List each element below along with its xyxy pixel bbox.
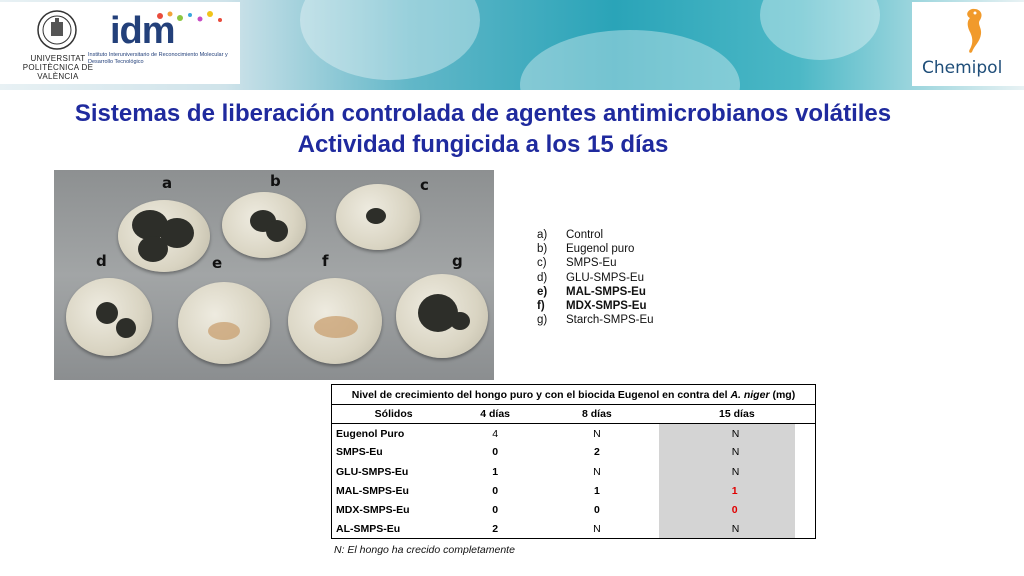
petri-dish-photo [54, 170, 494, 380]
table-row: MAL-SMPS-Eu 0 1 1 [332, 481, 816, 500]
legend-item: f) MDX-SMPS-Eu [537, 300, 647, 313]
idm-subtitle: Instituto Interuniversitario de Reconocimiento Molecular y Desarrollo Tecnológico [88, 52, 228, 65]
petri-dish [118, 200, 210, 272]
column-header: 4 días [455, 405, 535, 424]
petri-dish [396, 274, 488, 358]
petri-dish [178, 282, 270, 364]
petri-dish [222, 192, 306, 258]
legend-item: e) MAL-SMPS-Eu [537, 285, 646, 298]
institution-logos [0, 2, 240, 84]
plate-label-b: b [270, 172, 281, 190]
column-header: Sólidos [332, 405, 456, 424]
fungal-growth-table [331, 384, 816, 539]
upv-logo-text: UNIVERSITAT POLITÈCNICA DE VALÈNCIA [22, 54, 94, 81]
table-row: GLU-SMPS-Eu 1 N N [332, 462, 816, 481]
petri-dish [288, 278, 382, 364]
table-header-row [332, 405, 816, 424]
table-row: AL-SMPS-Eu 2 N N [332, 520, 816, 539]
table-row: MDX-SMPS-Eu 0 0 0 [332, 500, 816, 519]
plate-label-e: e [212, 254, 223, 272]
column-header: 15 días [659, 405, 816, 424]
plate-label-c: c [420, 176, 429, 194]
university-seal-icon [37, 8, 77, 52]
petri-dish [66, 278, 152, 356]
column-header: 8 días [535, 405, 659, 424]
legend-item: c) SMPS-Eu [537, 257, 617, 270]
table-footnote: N: El hongo ha crecido completamente [334, 544, 515, 556]
petri-dish [336, 184, 420, 250]
chemipol-wordmark: Chemipol [922, 58, 1003, 78]
plate-label-g: g [452, 252, 463, 270]
header-banner [0, 0, 1024, 90]
legend-item: g) Starch-SMPS-Eu [537, 314, 654, 327]
idm-wordmark: idm [110, 10, 175, 52]
legend-item: a) Control [537, 229, 604, 241]
sample-legend [537, 228, 654, 327]
chemipol-logo [912, 2, 1024, 86]
slide-title: Sistemas de liberación controlada de agentes antimicrobianos volátiles [74, 100, 892, 127]
plate-label-f: f [322, 252, 329, 270]
seahorse-icon [960, 6, 990, 56]
legend-item: b) Eugenol puro [537, 243, 635, 256]
plate-label-a: a [162, 174, 173, 192]
slide-subtitle: Actividad fungicida a los 15 días [297, 131, 669, 158]
table-caption: Nivel de crecimiento del hongo puro y con el biocida Eugenol en contra del A. niger (mg) [332, 385, 816, 405]
legend-item: d) GLU-SMPS-Eu [537, 271, 644, 284]
table-row: Eugenol Puro 4 N N [332, 424, 816, 443]
table-row: SMPS-Eu 0 2 N [332, 443, 816, 462]
plate-label-d: d [96, 252, 107, 270]
